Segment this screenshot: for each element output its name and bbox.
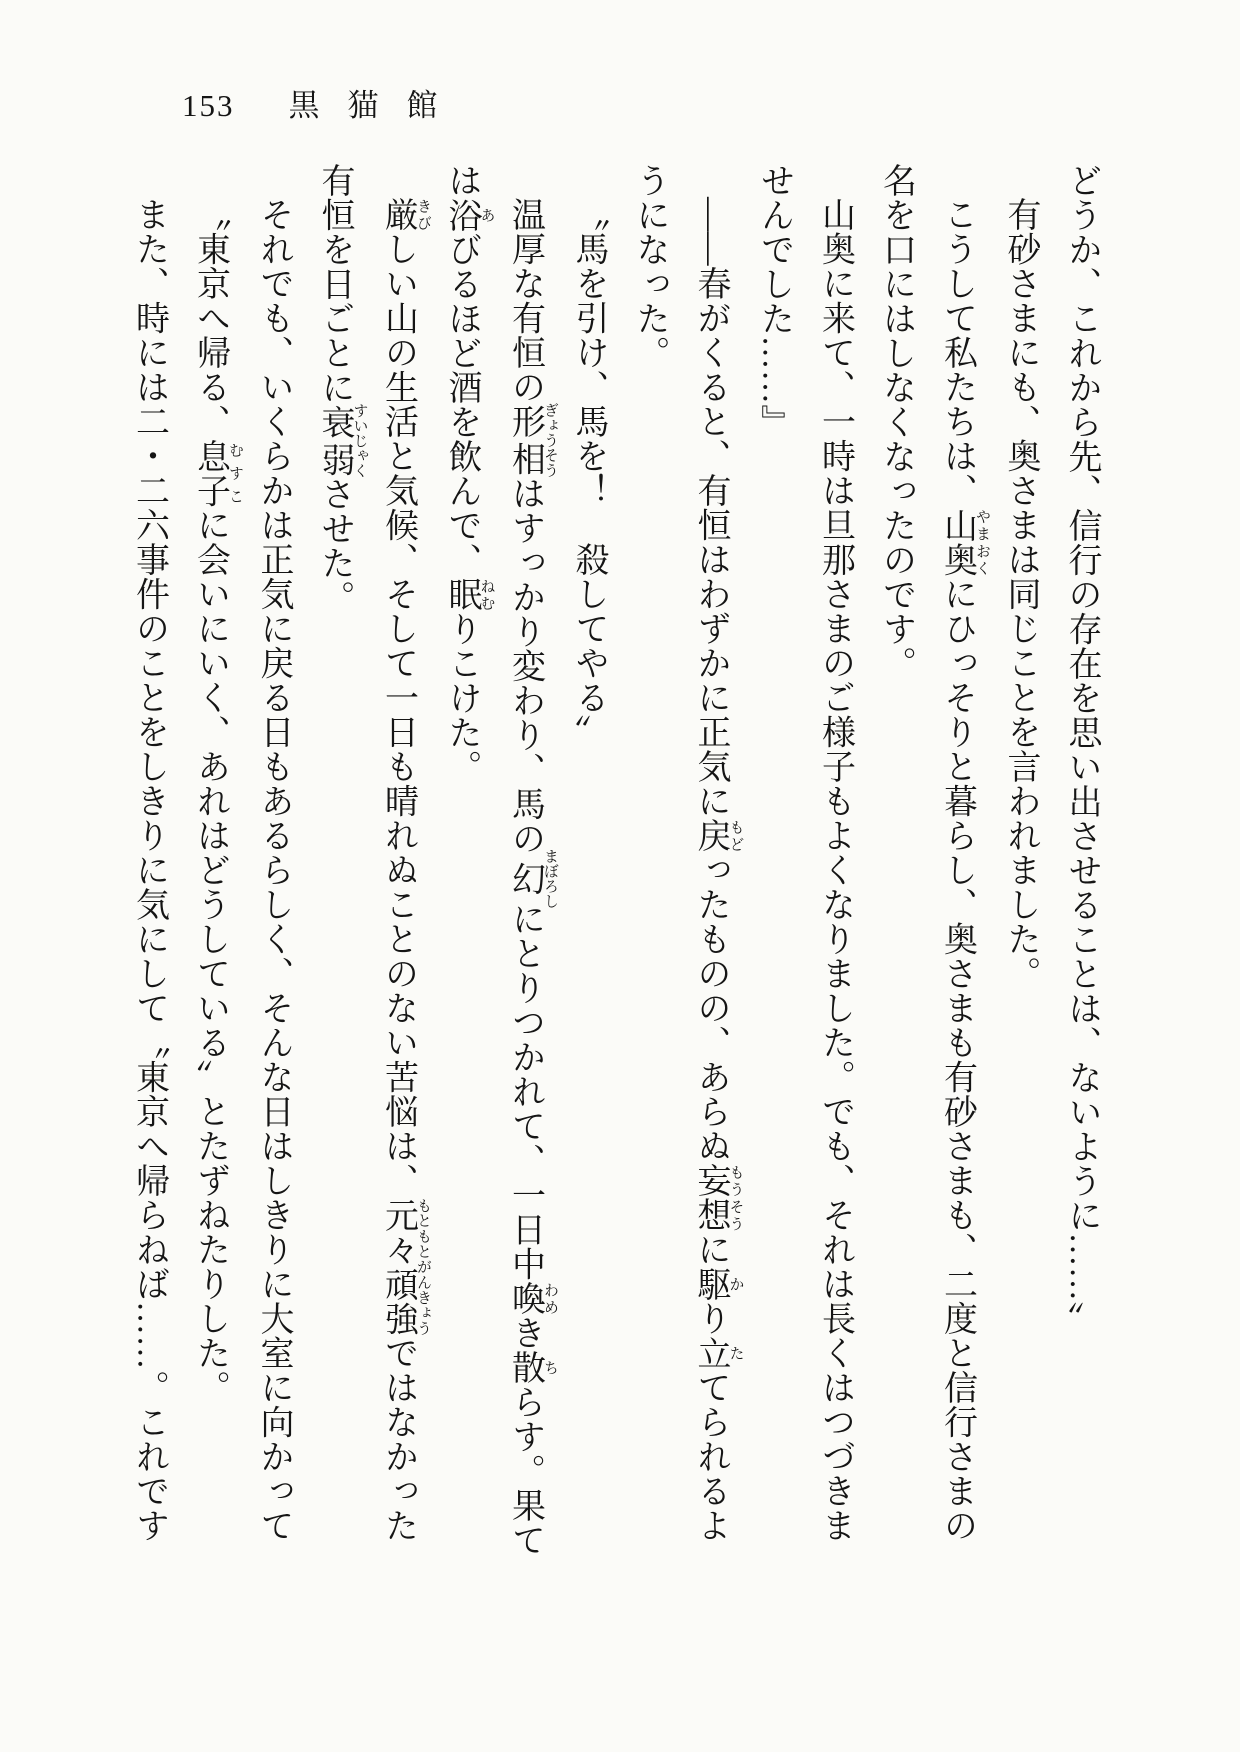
running-title: 黒猫館: [288, 88, 466, 123]
ruby-annotated-word: 喚わめ: [506, 1281, 558, 1316]
furigana: ち: [542, 1350, 558, 1385]
text-line: 温厚な有恒の形相ぎょうそうはすっかり変わり、馬の幻まぼろしにとりつかれて、一日中喚わめき散ちらす。果て: [506, 197, 558, 1557]
ruby-annotated-word: 息子むすこ: [191, 438, 243, 508]
text-line: うになった。: [631, 163, 668, 370]
ruby-annotated-word: 形相ぎょうそう: [506, 402, 558, 478]
furigana: きび: [415, 197, 431, 232]
text-line: 〝東京へ帰る、息子むすこに会いにいく、あれはどうしている〞とたずねたりした。: [191, 197, 243, 1405]
text-line: ――春がくると、有恒はわずかに正気に戻もどったものの、あらぬ妄想もうそうに駆かり立たてられるよ: [692, 197, 744, 1543]
furigana: すいじゃく: [351, 403, 368, 478]
ruby-annotated-word: 衰弱すいじゃく: [316, 403, 368, 478]
furigana: た: [727, 1335, 744, 1370]
text-line: どうか、これから先、信行の存在を思い出させることは、ないように……〞: [1063, 163, 1100, 1336]
ruby-annotated-word: 浴あ: [443, 197, 495, 232]
ruby-annotated-word: 元々頑強もともとがんきょう: [379, 1197, 431, 1336]
text-line: それでも、いくらかは正気に戻る日もあるらしく、そんな日はしきりに大室に向かって: [255, 197, 292, 1543]
text-line: 有砂さまにも、奥さまは同じことを言われました。: [1002, 197, 1039, 991]
ruby-annotated-word: 幻まぼろし: [506, 848, 558, 909]
furigana: わめ: [542, 1281, 558, 1316]
text-line: は浴あびるほど酒を飲んで、眠ねむりこけた。: [443, 163, 495, 784]
text-line: また、時には二・二六事件のことをしきりに気にして〝東京へ帰らねば……。これです: [130, 197, 168, 1543]
text-line: 〝馬を引け、馬を！ 殺してやる〞: [570, 197, 607, 749]
furigana: もうそう: [727, 1163, 744, 1232]
page-number: 153: [182, 88, 235, 123]
vertical-text-block: [119, 163, 1113, 1593]
text-line: せんでした……』: [755, 163, 793, 439]
ruby-annotated-word: 駆か: [692, 1266, 744, 1301]
furigana: あ: [478, 197, 495, 232]
furigana: まぼろし: [542, 848, 558, 909]
ruby-annotated-word: 眠ねむ: [443, 577, 495, 612]
furigana: か: [727, 1266, 744, 1301]
ruby-annotated-word: 戻もど: [692, 818, 744, 853]
ruby-annotated-word: 妄想もうそう: [692, 1163, 744, 1232]
furigana: ぎょうそう: [542, 402, 558, 478]
furigana: もともとがんきょう: [415, 1197, 431, 1336]
furigana: もど: [727, 818, 744, 853]
furigana: やまおく: [974, 507, 990, 577]
page-header: [182, 90, 466, 121]
text-line: 山奥に来て、一時は旦那さまのご様子もよくなりました。でも、それは長くはつづきま: [816, 197, 854, 1543]
text-line: 有恒を日ごとに衰弱すいじゃくさせた。: [316, 163, 368, 615]
text-line: 厳きびしい山の生活と気候、そして一日も晴れぬことのない苦悩は、元々頑強もともとがんきょうではなかった: [379, 197, 431, 1543]
ruby-annotated-word: 立た: [692, 1335, 744, 1370]
furigana: ねむ: [478, 577, 495, 612]
text-line: 名を口にはしなくなったのです。: [877, 163, 915, 681]
ruby-annotated-word: 厳きび: [379, 197, 431, 232]
ruby-annotated-word: 山奥やまおく: [938, 507, 990, 577]
ruby-annotated-word: 散ち: [506, 1350, 558, 1385]
text-line: こうして私たちは、山奥やまおくにひっそりと暮らし、奥さまも有砂さまも、二度と信行さまの: [938, 197, 990, 1543]
furigana: むすこ: [227, 438, 243, 508]
